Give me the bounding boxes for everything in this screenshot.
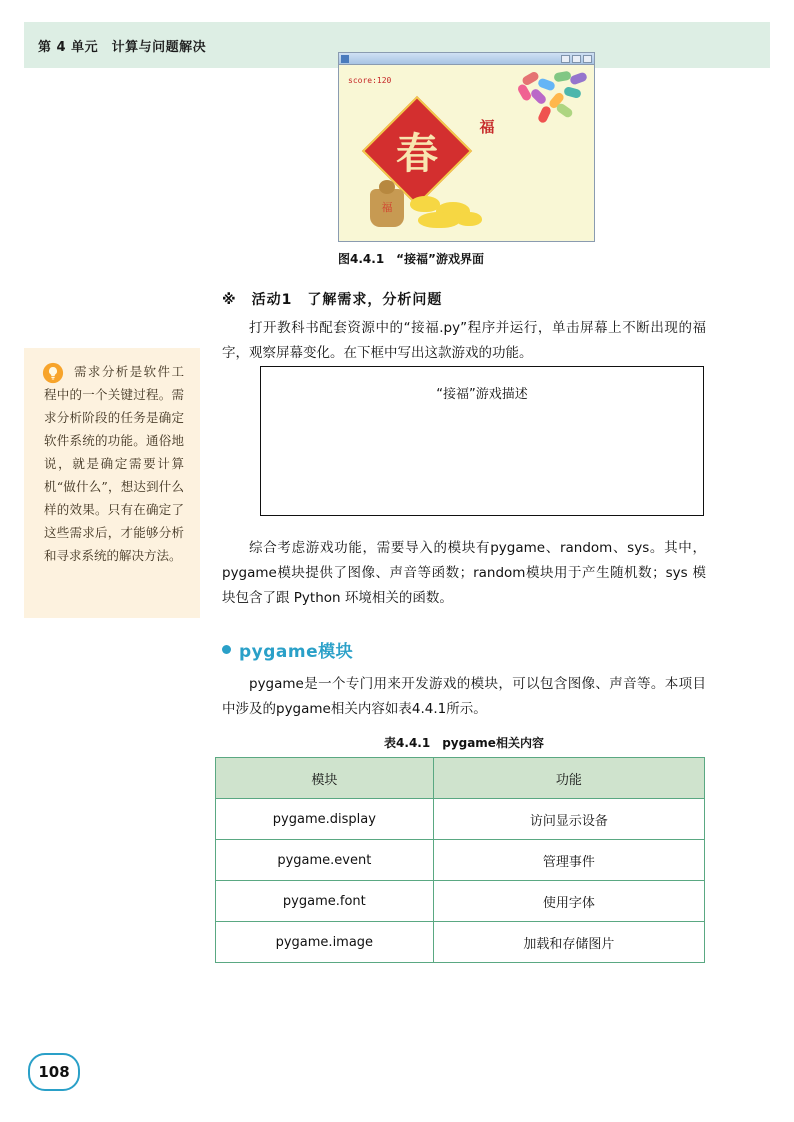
table-cell-module: pygame.event [216,840,434,881]
section-heading-text: pygame模块 [239,642,354,662]
table-cell-module: pygame.display [216,799,434,840]
candy-icon [516,83,532,102]
section-heading [222,637,353,662]
table-cell-module: pygame.image [216,922,434,963]
table-caption: 表4.4.1 pygame相关内容 [384,736,544,750]
minimize-icon [561,55,570,63]
table-cell-function: 加载和存储图片 [433,922,704,963]
activity-heading: ※ 活动1 了解需求，分析问题 [222,292,443,308]
score-label: score:120 [348,76,392,85]
candy-icon [555,102,574,119]
candy-icon [529,87,547,105]
table-cell-function: 访问显示设备 [433,799,704,840]
figure-caption: 图4.4.1 “接福”游戏界面 [338,252,484,266]
candy-icon [537,77,556,91]
table-row [216,881,705,922]
table-cell-function: 使用字体 [433,881,704,922]
activity-paragraph: 打开教科书配套资源中的“接福.py”程序并运行，单击屏幕上不断出现的福字，观察屏幕变化。在下框中写出这款游戏的功能。 [222,320,706,361]
left-margin-band [0,0,24,1122]
candy-icon [537,105,552,124]
answer-box[interactable] [260,366,704,516]
table-header-function: 功能 [433,758,704,799]
answer-box-title: “接福”游戏描述 [436,387,528,402]
money-bag-character: 福 [381,201,393,214]
game-window-titlebar [339,53,594,65]
falling-fu-character: 福 [479,118,495,136]
gold-ingot-icon [456,212,482,226]
window-app-icon [341,55,349,63]
table-row [216,840,705,881]
candy-icon [553,71,571,83]
table-row [216,799,705,840]
side-note [24,348,200,618]
bullet-dot-icon [222,645,231,654]
gold-ingot-icon [418,212,460,228]
game-window [338,52,595,242]
candy-icon [563,86,582,99]
money-bag-icon [370,189,404,227]
table-row [216,922,705,963]
spring-banner-character: 春 [395,129,438,178]
pygame-modules-table [215,757,705,963]
close-icon [583,55,592,63]
table-header-module: 模块 [216,758,434,799]
page-number: 108 [28,1053,80,1091]
game-screenshot-figure [338,52,597,244]
game-canvas [340,66,593,240]
maximize-icon [572,55,581,63]
unit-title: 第 4 单元 计算与问题解决 [38,40,207,55]
table-header-row [216,758,705,799]
section-paragraph: pygame是一个专门用来开发游戏的模块，可以包含图像、声音等。本项目中涉及的pygame相关内容如表4.4.1所示。 [222,676,706,717]
table-cell-function: 管理事件 [433,840,704,881]
candy-icon [569,71,588,85]
side-note-text: 需求分析是软件工程中的一个关键过程。需求分析阶段的任务是确定软件系统的功能。通俗地说，就是确定需要计算机“做什么”，想达到什么样的效果。只有在确定了这些需求后，才能够分析和寻求系统的解决方法。 [44,364,184,563]
activity-paragraph-after: 综合考虑游戏功能，需要导入的模块有pygame、random、sys。其中，pygame模块提供了图像、声音等函数；random模块用于产生随机数；sys 模块包含了跟 Python 环境相关的函数。 [222,540,706,606]
table-cell-module: pygame.font [216,881,434,922]
window-controls [561,55,592,63]
